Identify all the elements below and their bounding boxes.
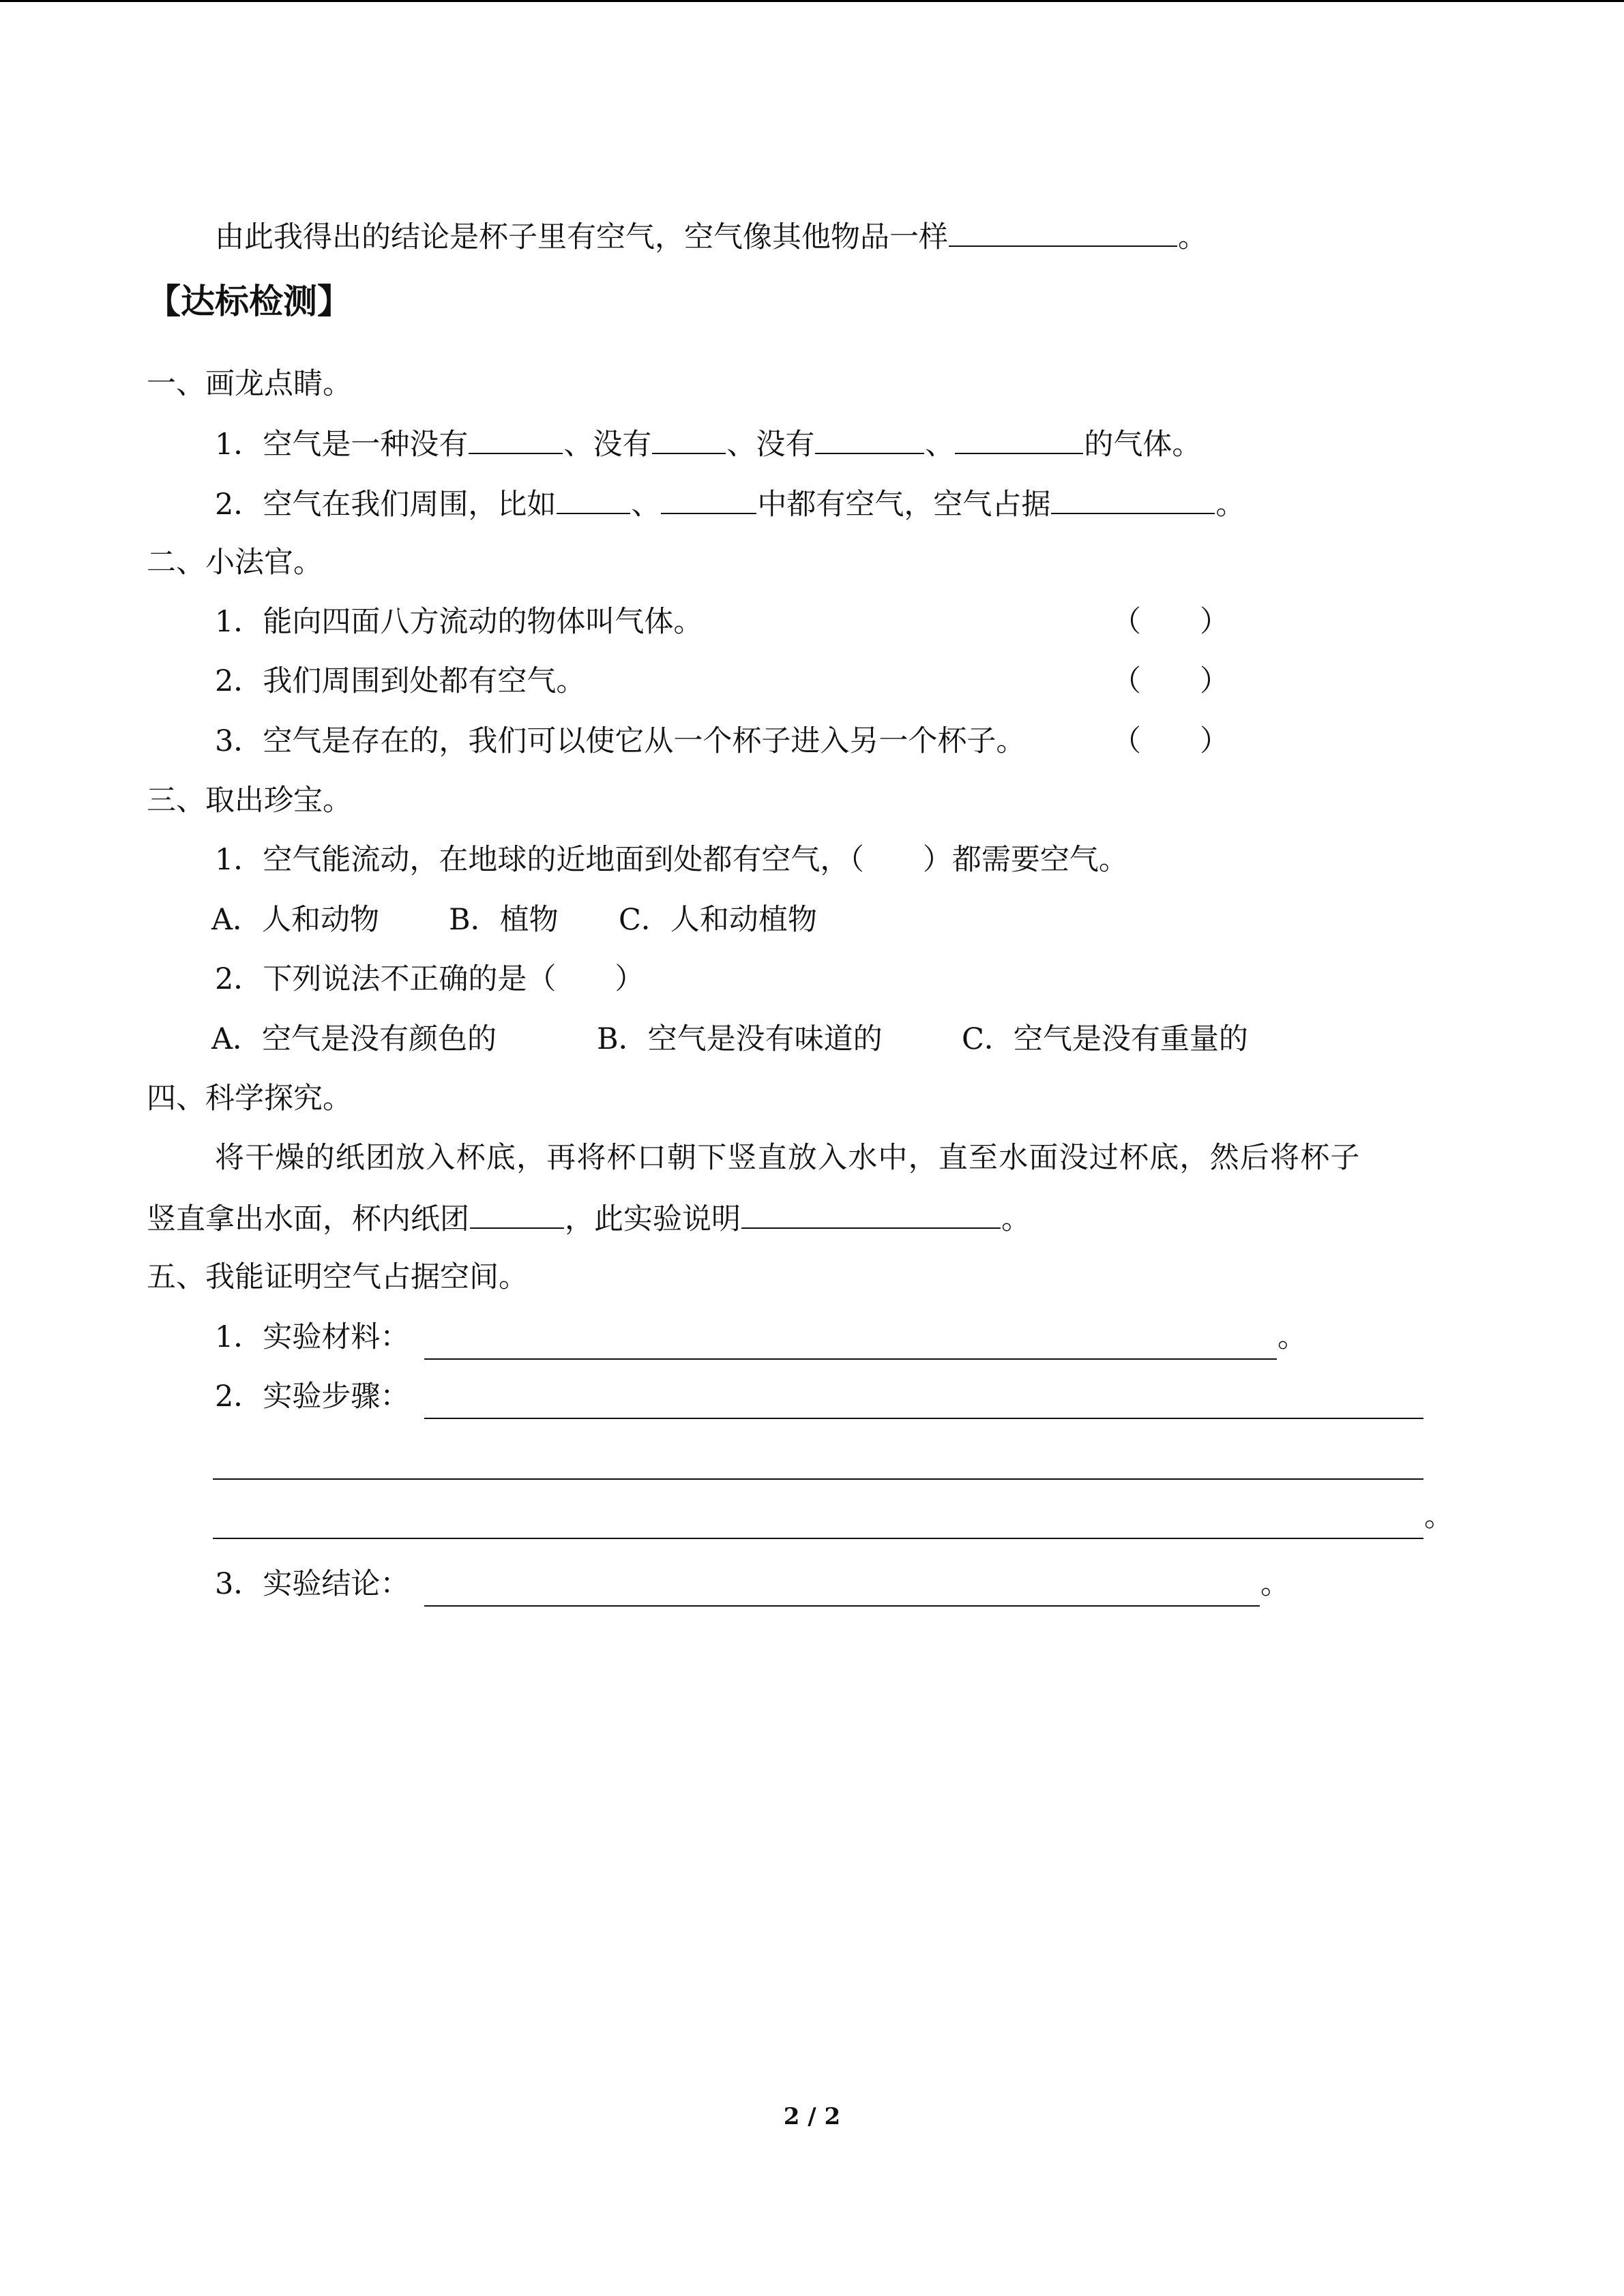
blank[interactable] bbox=[469, 424, 563, 454]
part2-title: 二、小法官。 bbox=[147, 546, 323, 580]
blank[interactable] bbox=[949, 217, 1177, 247]
section-heading: 【达标检测】 bbox=[147, 282, 351, 321]
part5-q2: 2．实验步骤： bbox=[215, 1380, 410, 1414]
part4-line1: 将干燥的纸团放入杯底，再将杯口朝下竖直放入水中，直至水面没过杯底，然后将杯子 bbox=[215, 1141, 1361, 1175]
part2-q3: 3．空气是存在的，我们可以使它从一个杯子进入另一个杯子。 bbox=[215, 724, 1026, 758]
part3-q1-option-a[interactable]: A．人和动物 bbox=[211, 903, 380, 937]
blank[interactable] bbox=[557, 484, 630, 514]
blank[interactable] bbox=[661, 484, 756, 514]
blank[interactable] bbox=[1051, 484, 1215, 514]
part3-q2: 2．下列说法不正确的是（ ） bbox=[215, 962, 645, 996]
part5-q1: 1．实验材料： bbox=[215, 1320, 410, 1354]
part3-title: 三、取出珍宝。 bbox=[147, 784, 352, 818]
part2-q2: 2．我们周围到处都有空气。 bbox=[215, 664, 586, 698]
part5-q3: 3．实验结论： bbox=[215, 1567, 410, 1601]
answer-line-steps-3[interactable] bbox=[213, 1538, 1423, 1539]
part3-q1: 1．空气能流动，在地球的近地面到处都有空气，（ ）都需要空气。 bbox=[215, 843, 1128, 877]
answer-paren-2[interactable]: （ ） bbox=[1112, 664, 1229, 698]
answer-paren-1[interactable]: （ ） bbox=[1112, 605, 1229, 639]
blank[interactable] bbox=[955, 424, 1083, 454]
part5-q3-end: 。 bbox=[1260, 1567, 1290, 1601]
part3-q1-option-c[interactable]: C．人和动植物 bbox=[619, 903, 817, 937]
answer-line-steps-2[interactable] bbox=[213, 1478, 1423, 1480]
part1-title: 一、画龙点睛。 bbox=[147, 367, 352, 401]
blank[interactable] bbox=[815, 424, 924, 454]
part5-q2-end: 。 bbox=[1424, 1500, 1453, 1534]
part5-q1-end: 。 bbox=[1278, 1320, 1307, 1354]
part3-q2-option-a[interactable]: A．空气是没有颜色的 bbox=[211, 1022, 497, 1056]
page-number: 2 / 2 bbox=[783, 2103, 841, 2130]
answer-line-steps-1[interactable] bbox=[424, 1418, 1423, 1419]
part1-q2: 2．空气在我们周围，比如 、 中都有空气，空气占据 。 bbox=[215, 484, 1245, 522]
part3-q2-option-c[interactable]: C．空气是没有重量的 bbox=[962, 1022, 1248, 1056]
blank[interactable] bbox=[652, 424, 726, 454]
answer-line-materials[interactable] bbox=[424, 1358, 1277, 1360]
intro-conclusion: 由此我得出的结论是杯子里有空气，空气像其他物品一样 。 bbox=[215, 217, 1207, 255]
answer-line-conclusion[interactable] bbox=[424, 1605, 1260, 1607]
page-top-border bbox=[0, 0, 1624, 2]
part2-q1: 1．能向四面八方流动的物体叫气体。 bbox=[215, 605, 703, 639]
part3-q1-option-b[interactable]: B．植物 bbox=[449, 903, 559, 937]
part3-q2-option-b[interactable]: B．空气是没有味道的 bbox=[597, 1022, 883, 1056]
answer-paren-3[interactable]: （ ） bbox=[1112, 724, 1229, 758]
part1-q1: 1．空气是一种没有 、没有 、没有 、 的气体。 bbox=[215, 424, 1201, 462]
blank[interactable] bbox=[470, 1199, 564, 1229]
part5-title: 五、我能证明空气占据空间。 bbox=[147, 1260, 528, 1294]
part4-line2: 竖直拿出水面，杯内纸团 ，此实验说明 。 bbox=[147, 1199, 1031, 1237]
part4-title: 四、科学探究。 bbox=[147, 1082, 352, 1116]
blank[interactable] bbox=[741, 1199, 1001, 1229]
